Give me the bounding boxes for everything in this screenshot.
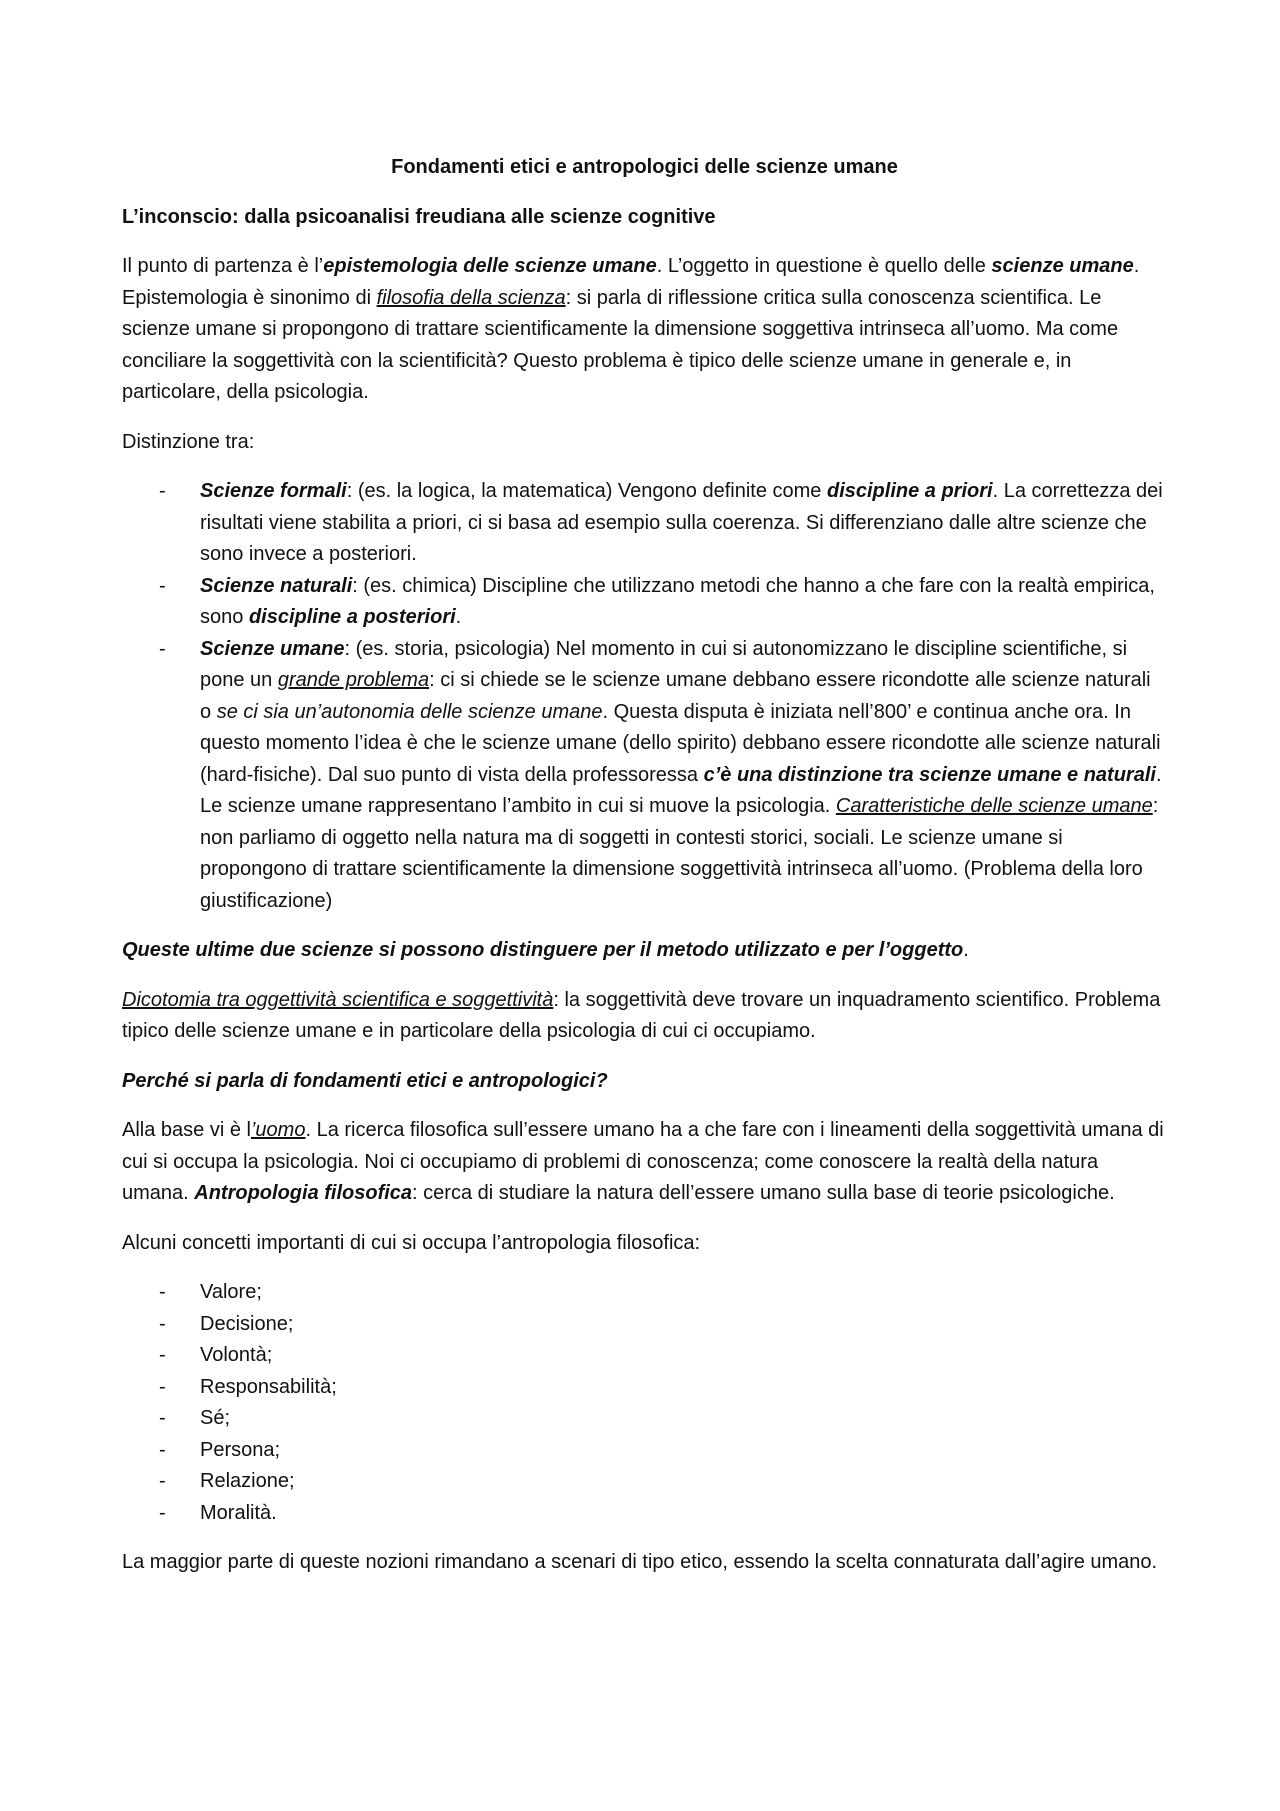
underlined-term: ’uomo [250, 1119, 306, 1141]
list-item: - Relazione; [122, 1466, 1167, 1498]
sciences-list [122, 476, 1167, 917]
list-item-scienze-umane [122, 634, 1167, 918]
paragraph-uomo [122, 1115, 1167, 1210]
text: : (es. storia, psicologia) Nel momento in cui si autonomizzano le discipline scientifiche, si pone un [200, 637, 1128, 691]
emphasis: Scienze umane [200, 637, 345, 660]
underlined-term: Dicotomia tra oggettività scientifica e soggettività [122, 988, 554, 1011]
emphasis: discipline a posteriori [248, 606, 456, 628]
text: . Questa disputa è iniziata nell’800’ e continua anche ora. In questo momento l’idea è che le scienze umane (dello spirito) debbano essere ricondotte alle scienze naturali (hard-fisiche). Dal suo punto di vista della professoressa [200, 700, 1161, 786]
document-page [122, 152, 1167, 1597]
list-item: - Moralità. [122, 1498, 1167, 1530]
text: : non parliamo di oggetto nella natura ma di soggetti in contesti storici, sociali. Le scienze umane si propongono di trattare scientificamente la dimensione soggettività intrinseca all’uomo. (Problema della loro giustificazione) [200, 795, 1159, 912]
italic-text: se ci sia un’autonomia delle scienze umane [216, 700, 603, 723]
list-item: - Decisione; [122, 1309, 1167, 1341]
text: Alla base vi è l [122, 1119, 251, 1141]
text: : cerca di studiare la natura dell’essere umano sulla base di teorie psicologiche. [412, 1182, 1115, 1204]
text: : la soggettività deve trovare un inquadramento scientifico. Problema tipico delle scienze umane e in particolare della psicologia di cui ci occupiamo. [122, 988, 1161, 1042]
emphasis: c’è una distinzione tra scienze umane e naturali [703, 763, 1156, 786]
emphasis: scienze umane [991, 255, 1134, 277]
underlined-term: grande problema [277, 669, 430, 691]
text: Il punto di partenza è l’ [122, 255, 324, 277]
underlined-term: filosofia della scienza [376, 286, 566, 309]
emphasis: Scienze formali [200, 480, 347, 502]
paragraph-method [122, 935, 1167, 967]
text: . L’oggetto in questione è quello delle [656, 255, 992, 277]
paragraph-dicotomia [122, 985, 1167, 1048]
list-item: - Sé; [122, 1403, 1167, 1435]
text: . [963, 939, 969, 961]
list-item-scienze-formali [122, 476, 1167, 571]
paragraph-conclusion: La maggior parte di queste nozioni rimandano a scenari di tipo etico, essendo la scelta connaturata dall’agire umano. [122, 1551, 1158, 1573]
text: . Le scienze umane rappresentano l’ambito in cui si muove la psicologia. [200, 763, 1162, 817]
list-item-scienze-naturali [122, 571, 1167, 634]
emphasis: Scienze naturali [200, 574, 353, 597]
underlined-term: Caratteristiche delle scienze umane [835, 795, 1153, 817]
concetti-list [122, 1277, 1167, 1529]
list-item: - Volontà; [122, 1340, 1167, 1372]
text: : si parla di riflessione critica sulla conoscenza scientifica. Le scienze umane si propongono di trattare scientificamente la dimensione soggettiva intrinseca all’uomo. Ma come conciliare la soggettività con la scientificità? Questo problema è tipico delle scienze umane in generale e, in particolare, della psicologia. [122, 286, 1119, 403]
text: . Epistemologia è sinonimo di [122, 255, 1140, 309]
text: : (es. chimica) Discipline che utilizzano metodi che hanno a che fare con la realtà empirica, sono [200, 574, 1155, 628]
emphasis: Queste ultime due scienze si possono distinguere per il metodo utilizzato e per l’oggetto [122, 939, 964, 961]
paragraph-intro [122, 251, 1167, 409]
text: . La correttezza dei risultati viene stabilita a priori, ci si basa ad esempio sulla coerenza. Si differenziano dalle altre scienze che sono invece a posteriori. [200, 480, 1163, 565]
text: . [455, 606, 462, 628]
list-item: - Valore; [122, 1277, 1167, 1309]
text: : ci si chiede se le scienze umane debbano essere ricondotte alle scienze naturali o [200, 669, 1151, 723]
concetti-label: Alcuni concetti importanti di cui si occupa l’antropologia filosofica: [122, 1231, 701, 1254]
emphasis: epistemologia delle scienze umane [323, 255, 657, 277]
distinzione-label: Distinzione tra: [122, 430, 255, 453]
list-item: - Responsabilità; [122, 1372, 1167, 1404]
list-item: - Persona; [122, 1435, 1167, 1467]
section-heading: L’inconscio: dalla psicoanalisi freudiana alle scienze cognitive [122, 205, 716, 228]
question-heading: Perché si parla di fondamenti etici e antropologici? [122, 1069, 608, 1092]
emphasis: discipline a priori [826, 480, 993, 502]
document-title: Fondamenti etici e antropologici delle scienze umane [391, 156, 898, 178]
emphasis: Antropologia filosofica [194, 1182, 413, 1204]
text: : (es. la logica, la matematica) Vengono definite come [346, 480, 827, 502]
text: . La ricerca filosofica sull’essere umano ha a che fare con i lineamenti della soggettività umana di cui si occupa la psicologia. Noi ci occupiamo di problemi di conoscenza; come conoscere la realtà della natura umana. [122, 1119, 1164, 1204]
